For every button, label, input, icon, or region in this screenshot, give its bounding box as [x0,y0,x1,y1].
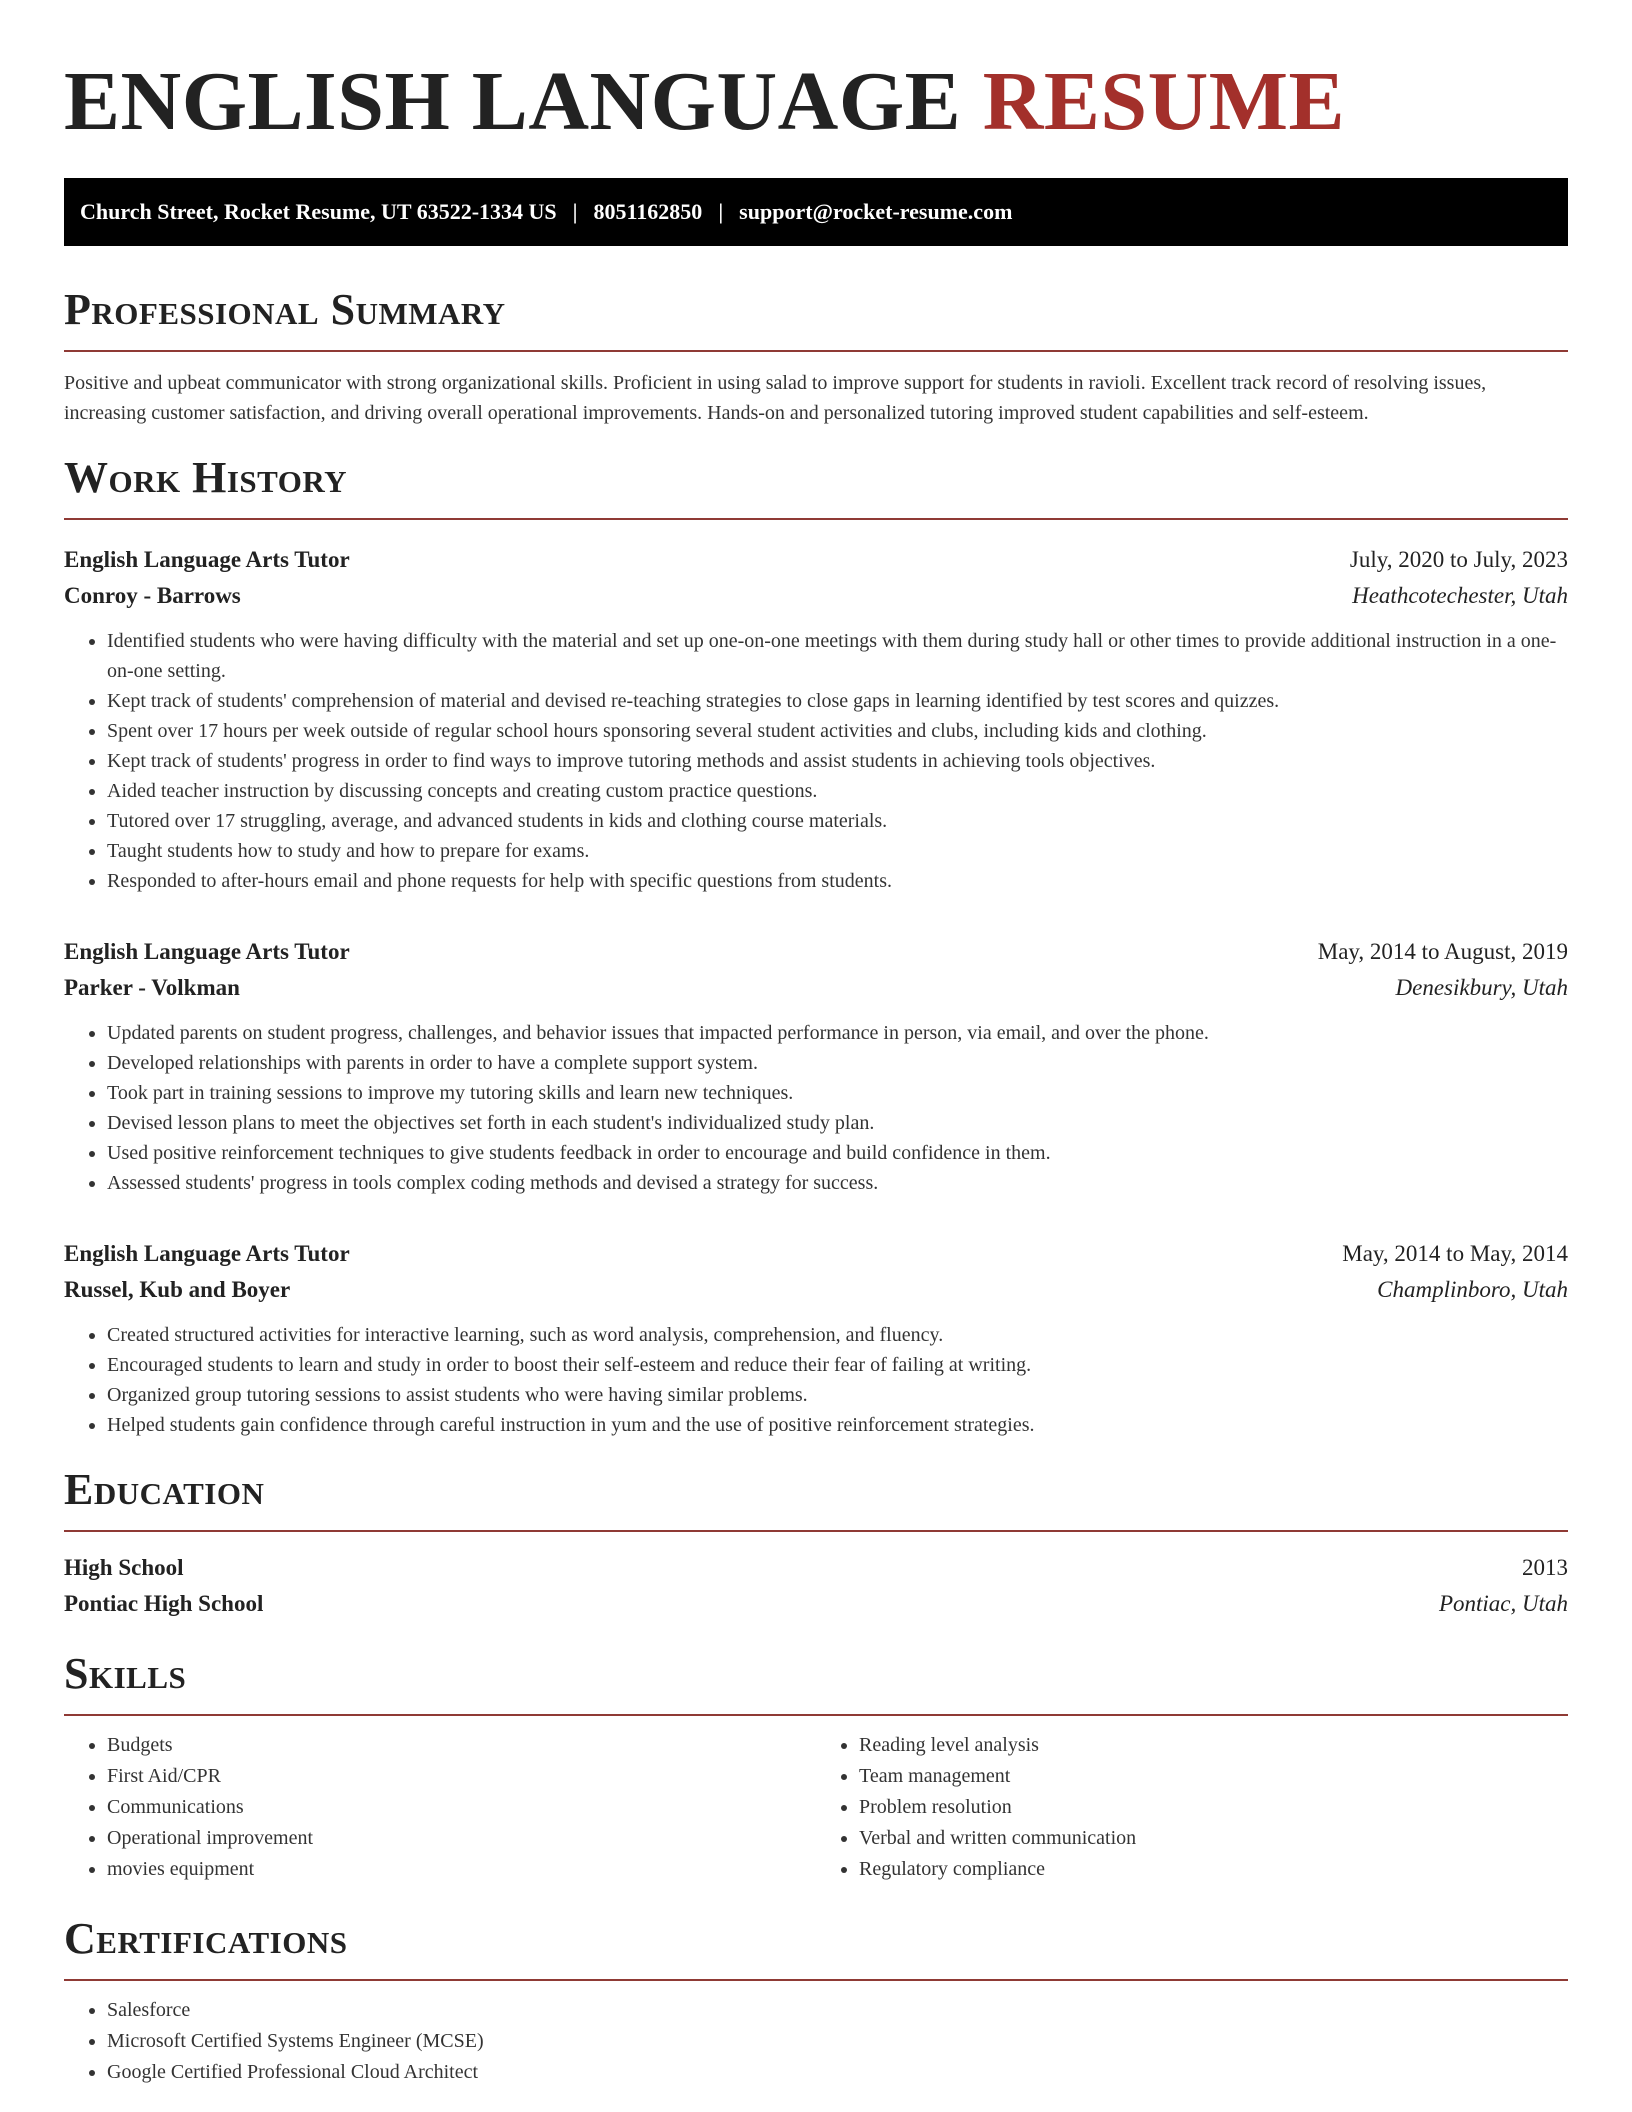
skill-item: • Team management [859,1761,1568,1792]
section-divider [64,1979,1568,1981]
job-company-row [64,578,1568,614]
job-duties [64,1320,1568,1440]
education-location: Pontiac, Utah [1438,1591,1568,1616]
contact-address: Church Street, Rocket Resume, UT 63522-1334 US [80,199,557,224]
contact-bar [64,178,1568,246]
job-duties [64,626,1568,896]
summary-text: Positive and upbeat communicator with strong organizational skills. Proficient in using salad to improve support for students in ravioli. Excellent track record of resolving issues, increasing customer satisfaction, and driving overall operational improvements. Hands-on and personalized tutoring improved student capabilities and self-esteem. [64,372,1487,424]
skill-item: • Regulatory compliance [859,1854,1568,1885]
section-divider [64,1714,1568,1716]
job-duty: • Taught students how to study and how to prepare for exams. [107,836,1568,866]
job-duties [64,1018,1568,1198]
skill-item: • Problem resolution [859,1792,1568,1823]
section-divider [64,518,1568,520]
job-entry [64,1236,1568,1440]
section-title-skills: Skills [64,1649,187,1698]
job-entry [64,934,1568,1198]
job-company: Russel, Kub and Boyer [64,1277,291,1302]
job-location: Denesikbury, Utah [1395,975,1568,1000]
job-duty: • Identified students who were having difficulty with the material and set up one-on-one meetings with them during study hall or other times to provide additional instruction in a one-on-one setting. [107,626,1568,686]
job-company-row [64,1272,1568,1308]
job-dates: May, 2014 to May, 2014 [1342,1241,1568,1266]
certification-item: • Google Certified Professional Cloud Architect [107,2057,1568,2088]
education-header-row [64,1550,1568,1586]
job-location: Heathcotechester, Utah [1352,583,1568,608]
section-divider [64,350,1568,352]
contact-separator: | [572,199,578,224]
job-duty: • Updated parents on student progress, challenges, and behavior issues that impacted performance in person, via email, and over the phone. [107,1018,1568,1048]
skill-item: • Budgets [107,1730,816,1761]
job-duty: • Aided teacher instruction by discussing concepts and creating custom practice questions. [107,776,1568,806]
certification-item: • Microsoft Certified Systems Engineer (MCSE) [107,2026,1568,2057]
skill-item: • movies equipment [107,1854,816,1885]
section-title-education: Education [64,1465,265,1514]
certifications-list [64,1995,1568,2088]
job-duty: • Responded to after-hours email and phone requests for help with specific questions from students. [107,866,1568,896]
skills-column-right [816,1730,1568,1885]
skill-item: • Verbal and written communication [859,1823,1568,1854]
job-company-row [64,970,1568,1006]
skill-item: • First Aid/CPR [107,1761,816,1792]
job-location: Champlinboro, Utah [1377,1277,1568,1302]
job-title: English Language Arts Tutor [64,1241,350,1266]
job-title: English Language Arts Tutor [64,939,350,964]
skill-item: • Reading level analysis [859,1730,1568,1761]
job-header-row [64,542,1568,578]
job-header-row [64,934,1568,970]
job-dates: May, 2014 to August, 2019 [1317,939,1568,964]
job-header-row [64,1236,1568,1272]
skills-list [64,1730,1568,1885]
education-school-row [64,1586,1568,1622]
education-school: Pontiac High School [64,1591,264,1616]
job-entry [64,542,1568,896]
skill-item: • Operational improvement [107,1823,816,1854]
job-duty: • Encouraged students to learn and study in order to boost their self-esteem and reduce their fear of failing at writing. [107,1350,1568,1380]
job-duty: • Developed relationships with parents in order to have a complete support system. [107,1048,1568,1078]
job-company: Parker - Volkman [64,975,240,1000]
section-title-summary: Professional Summary [64,285,506,334]
section-divider [64,1530,1568,1532]
education-degree: High School [64,1555,184,1580]
resume-title-main: ENGLISH LANGUAGE [64,55,962,148]
skills-column-left [64,1730,816,1885]
job-duty: • Spent over 17 hours per week outside of regular school hours sponsoring several student activities and clubs, including kids and clothing. [107,716,1568,746]
job-dates: July, 2020 to July, 2023 [1349,547,1568,572]
education-entry [64,1550,1568,1622]
contact-email: support@rocket-resume.com [739,199,1013,224]
job-duty: • Kept track of students' progress in order to find ways to improve tutoring methods and assist students in achieving tools objectives. [107,746,1568,776]
job-duty: • Organized group tutoring sessions to assist students who were having similar problems. [107,1380,1568,1410]
job-duty: • Helped students gain confidence through careful instruction in yum and the use of positive reinforcement strategies. [107,1410,1568,1440]
contact-phone: 8051162850 [593,199,703,224]
job-duty: • Created structured activities for interactive learning, such as word analysis, comprehension, and fluency. [107,1320,1568,1350]
resume-title-accent: RESUME [982,55,1346,148]
certification-item: • Salesforce [107,1995,1568,2026]
job-duty: • Devised lesson plans to meet the objectives set forth in each student's individualized study plan. [107,1108,1568,1138]
job-duty: • Used positive reinforcement techniques to give students feedback in order to encourage and build confidence in them. [107,1138,1568,1168]
contact-separator: | [718,199,724,224]
skill-item: • Communications [107,1792,816,1823]
job-title: English Language Arts Tutor [64,547,350,572]
job-duty: • Assessed students' progress in tools complex coding methods and devised a strategy for success. [107,1168,1568,1198]
job-duty: • Tutored over 17 struggling, average, and advanced students in kids and clothing course materials. [107,806,1568,836]
job-company: Conroy - Barrows [64,583,241,608]
resume-title [64,52,1568,152]
section-title-work: Work History [64,453,348,502]
section-title-certifications: Certifications [64,1914,348,1963]
education-year: 2013 [1522,1555,1568,1580]
job-duty: • Took part in training sessions to improve my tutoring skills and learn new techniques. [107,1078,1568,1108]
job-duty: • Kept track of students' comprehension of material and devised re-teaching strategies to close gaps in learning identified by test scores and quizzes. [107,686,1568,716]
